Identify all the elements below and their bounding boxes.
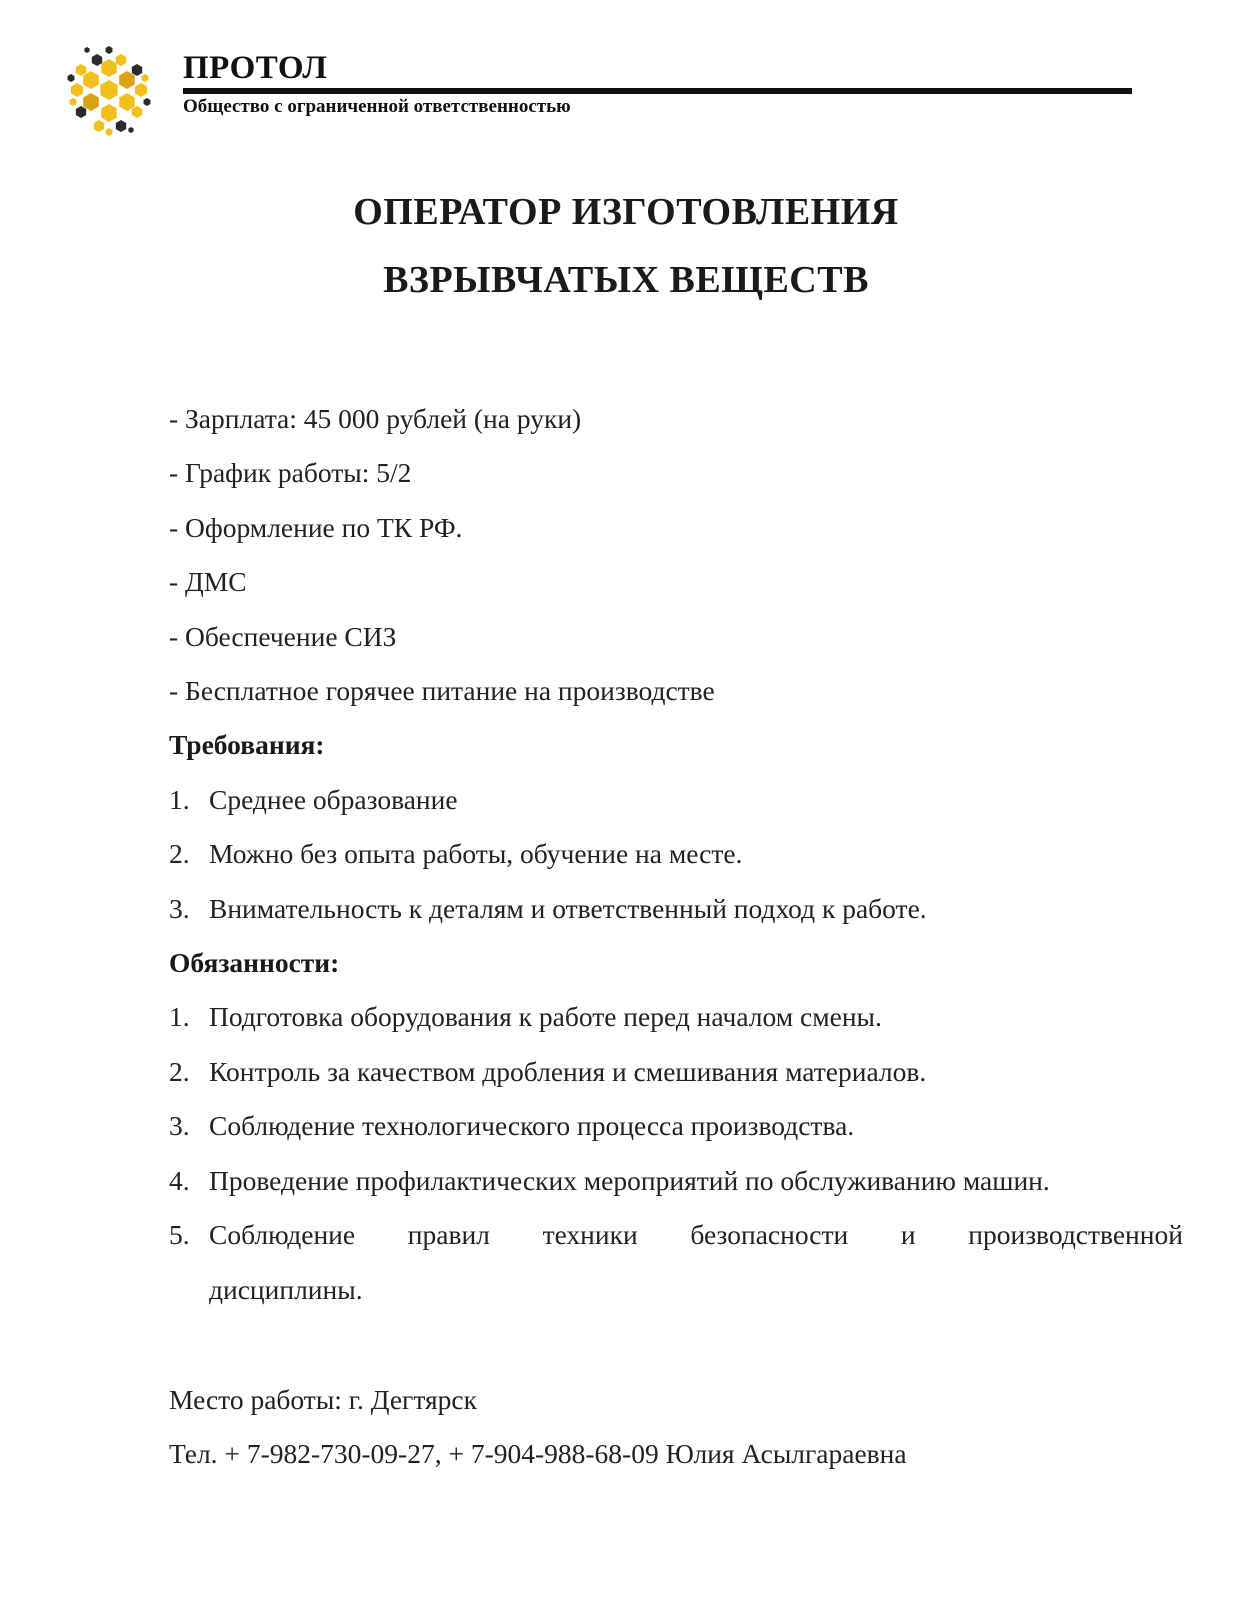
logo-cell xyxy=(106,46,113,54)
duty-item xyxy=(169,1045,1183,1099)
duty-item xyxy=(169,990,1183,1044)
header-rule xyxy=(183,88,1132,94)
word: и xyxy=(900,1219,916,1251)
logo-cell xyxy=(101,59,117,77)
logo-cell xyxy=(76,64,86,76)
logo-cell xyxy=(119,71,135,89)
logo-cell xyxy=(83,71,99,89)
item-number: 2. xyxy=(169,838,190,870)
item-text: Проведение профилактических мероприятий по обслуживанию машин. xyxy=(209,1164,1050,1196)
duties-heading: Обязанности: xyxy=(169,947,340,979)
logo-cell xyxy=(119,93,135,111)
logo-cell xyxy=(84,47,89,53)
item-text: Подготовка оборудования к работе перед началом смены. xyxy=(209,1001,882,1033)
condition-ppe: - Обеспечение СИЗ xyxy=(169,620,397,652)
logo-cell xyxy=(101,104,117,122)
logo-cell xyxy=(144,98,151,106)
duty-item xyxy=(169,1154,1183,1208)
justified-text-line xyxy=(209,1208,1183,1262)
word: Соблюдение xyxy=(209,1219,356,1251)
logo-cell xyxy=(116,120,126,132)
logo-cell xyxy=(94,120,104,132)
word: безопасности xyxy=(690,1219,849,1251)
item-number: 3. xyxy=(169,892,190,924)
condition-meals: - Бесплатное горячее питание на производстве xyxy=(169,675,715,707)
item-number: 2. xyxy=(169,1055,190,1087)
vacancy-title-line-2: ВЗРЫВЧАТЫХ ВЕЩЕСТВ xyxy=(383,259,869,301)
item-text: Соблюдение технологического процесса производства. xyxy=(209,1110,855,1142)
honeycomb-logo-icon xyxy=(59,40,159,140)
vacancy-title-line-1: ОПЕРАТОР ИЗГОТОВЛЕНИЯ xyxy=(353,191,899,233)
work-location: Место работы: г. Дегтярск xyxy=(169,1384,477,1415)
requirement-item xyxy=(169,773,1183,827)
vacancy-body xyxy=(169,392,1183,1317)
duty-item xyxy=(169,1099,1183,1153)
item-text: Контроль за качеством дробления и смешивания материалов. xyxy=(209,1055,927,1087)
item-number: 1. xyxy=(169,1001,190,1033)
requirement-item xyxy=(169,827,1183,881)
duty-item-justified xyxy=(169,1208,1183,1262)
logo-cell xyxy=(132,64,142,76)
word: производственной xyxy=(968,1219,1183,1251)
condition-insurance: - ДМС xyxy=(169,566,247,598)
item-text: Можно без опыта работы, обучение на месте. xyxy=(209,838,743,870)
item-text: Внимательность к деталям и ответственный подход к работе. xyxy=(209,892,927,924)
logo-cell xyxy=(100,80,117,100)
company-type: Общество с ограниченной ответственностью xyxy=(183,96,571,117)
condition-salary: - Зарплата: 45 000 рублей (на руки) xyxy=(169,403,582,434)
item-text: дисциплины. xyxy=(209,1273,363,1305)
requirements-heading: Требования: xyxy=(169,729,325,761)
requirement-item xyxy=(169,882,1183,936)
item-number: 3. xyxy=(169,1110,190,1142)
logo-cell xyxy=(132,106,142,118)
contact-phones: Тел. + 7-982-730-09-27, + 7-904-988-68-09 Юлия Асылгараевна xyxy=(169,1438,907,1470)
word: правил xyxy=(407,1219,490,1251)
item-number: 1. xyxy=(169,783,190,815)
logo-cell xyxy=(70,98,77,106)
logo-cell xyxy=(76,106,86,118)
logo-cell xyxy=(135,83,147,97)
item-number: 4. xyxy=(169,1164,190,1196)
logo-cell xyxy=(106,128,113,136)
logo-cell xyxy=(83,93,99,111)
logo-cell xyxy=(116,54,126,66)
condition-employment: - Оформление по ТК РФ. xyxy=(169,511,463,543)
logo-cell xyxy=(128,127,133,133)
word: техники xyxy=(542,1219,638,1251)
duty-item-continuation xyxy=(169,1263,1183,1317)
condition-schedule: - График работы: 5/2 xyxy=(169,457,412,489)
logo-cell xyxy=(92,54,102,66)
letterhead xyxy=(55,38,1135,148)
logo-cell xyxy=(71,83,83,97)
company-name: ПРОТОЛ xyxy=(183,50,328,86)
logo-cell xyxy=(142,74,149,82)
item-number: 5. xyxy=(169,1219,190,1251)
contacts xyxy=(169,1373,907,1482)
item-text: Среднее образование xyxy=(209,783,458,815)
logo-cell xyxy=(68,74,75,82)
